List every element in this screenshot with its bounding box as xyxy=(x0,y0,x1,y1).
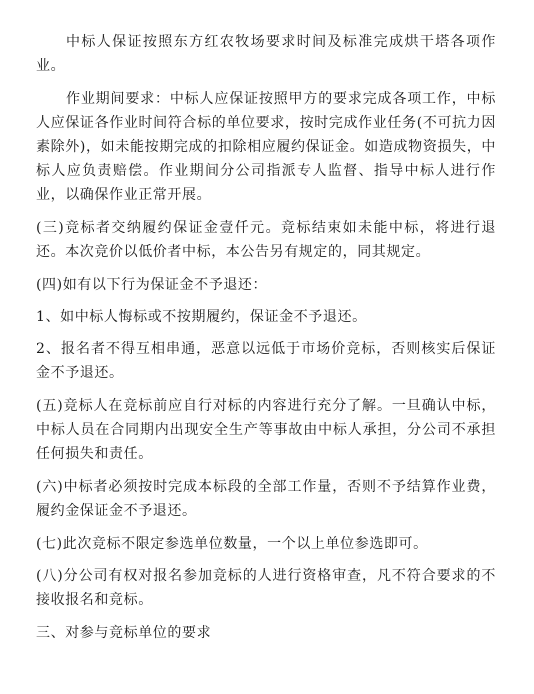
paragraph-item-1-breach: 1、如中标人悔标或不按期履约，保证金不予退还。 xyxy=(36,309,367,325)
paragraph-bidder-responsibility: (五)竞标人在竞标前应自行对标的内容进行充分了解。一旦确认中标，中标人员在合同期内出现安全生产等事故由中标人承担，分公司不承担任何损失和责任。 xyxy=(36,398,496,462)
paragraph-work-period-requirements: 作业期间要求：中标人应保证按照甲方的要求完成各项工作，中标人应保证各作业时间符合标的单位要求，按时完成作业任务(不可抗力因素除外)，如未能按期完成的扣除相应履约保证金。如造成物资损失，中标人应负责赔偿。作业期间分公司指派专人监督、指导中标人进行作业，以确保作业正常开展。 xyxy=(36,91,496,203)
paragraph-participant-count: (七)此次竞标不限定参选单位数量，一个以上单位参选即可。 xyxy=(36,536,428,552)
section-heading-bidder-requirements: 三、对参与竞标单位的要求 xyxy=(36,625,212,641)
paragraph-qualification-review: (八)分公司有权对报名参加竞标的人进行资格审查，凡不符合要求的不接收报名和竞标。 xyxy=(36,568,496,608)
paragraph-performance-bond: (三)竞标者交纳履约保证金壹仟元。竞标结束如未能中标，将进行退还。本次竞价以低价者中标，本公告另有规定的，同其规定。 xyxy=(36,220,496,260)
paragraph-workload-completion: (六)中标者必须按时完成本标段的全部工作量，否则不予结算作业费，履约金保证金不予退还。 xyxy=(36,479,496,519)
paragraph-completion-guarantee: 中标人保证按照东方红农牧场要求时间及标准完成烘干塔各项作业。 xyxy=(36,34,496,74)
paragraph-item-2-collusion: 2、报名者不得互相串通，恶意以远低于市场价竞标，否则核实后保证金不予退还。 xyxy=(36,341,496,381)
paragraph-bond-not-refunded-heading: (四)如有以下行为保证金不予退还： xyxy=(36,277,268,293)
